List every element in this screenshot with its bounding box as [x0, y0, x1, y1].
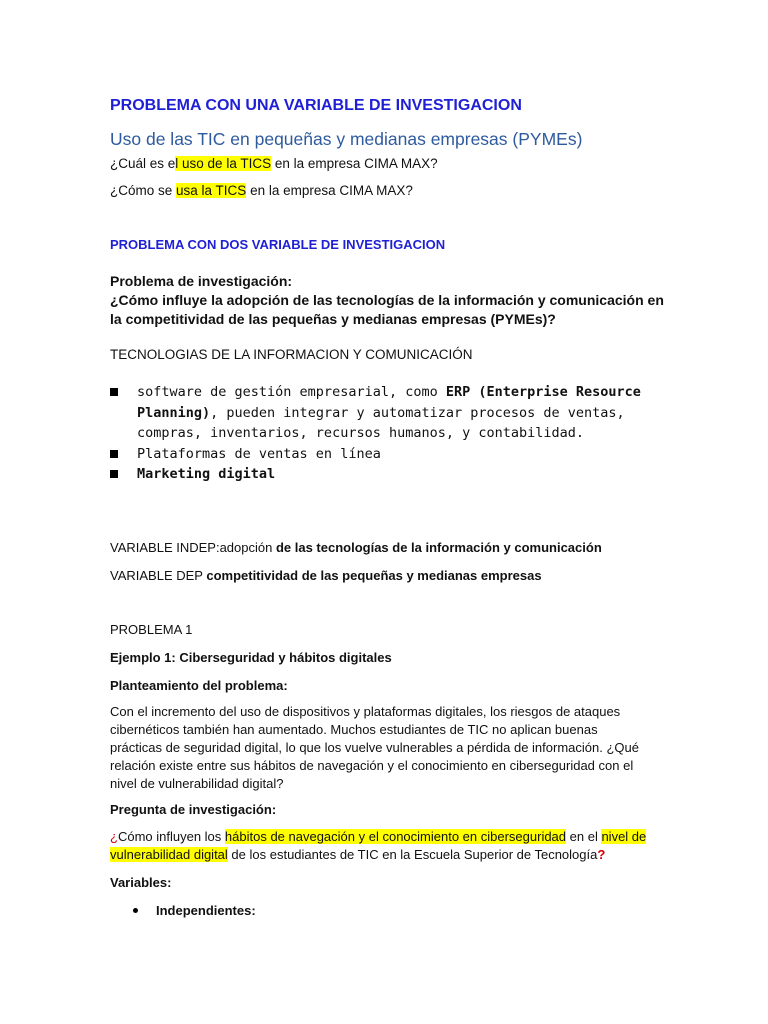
square-bullet-icon: [110, 450, 118, 458]
bullet-item-marketing: [110, 464, 648, 485]
problema-question: ¿Cómo influye la adopción de las tecnologías de la información y comunicación en la competitividad de las pequeñas y medianas empresas (PYMEs)?: [110, 292, 664, 327]
variables-label: Variables:: [110, 875, 172, 890]
subtitle: Uso de las TIC en pequeñas y medianas empresas (PYMEs): [110, 129, 583, 149]
bullet-1-pre: software de gestión empresarial, como: [137, 384, 446, 400]
tic-bullet-list: [110, 382, 648, 485]
question-2: [110, 182, 728, 200]
round-bullet-icon: [133, 908, 138, 913]
question-1: [110, 155, 728, 173]
variable-independiente: [110, 539, 728, 557]
var-dep-value: competitividad de las pequeñas y medianas empresas: [206, 568, 542, 583]
question-1-highlight: l uso de la TICS: [175, 156, 272, 171]
problema-label: Problema de investigación:: [110, 273, 293, 289]
question-2-pre: ¿Cómo se: [110, 183, 177, 198]
var-indep-value: de las tecnologías de la información y comunicación: [275, 540, 602, 555]
heading-two-variables: PROBLEMA CON DOS VARIABLE DE INVESTIGACION: [110, 237, 446, 252]
question-2-highlight: usa la TICS: [176, 183, 247, 198]
pregunta-t2: en el: [566, 829, 602, 844]
bullet-2-text: Plataformas de ventas en línea: [137, 445, 381, 462]
pregunta-label: Pregunta de investigación:: [110, 802, 277, 817]
bullet-item-ventas: [110, 444, 648, 465]
pregunta-t3: de los estudiantes de TIC en la Escuela Superior de Tecnología: [227, 847, 598, 862]
bullet-3-text: Marketing digital: [137, 466, 276, 482]
independientes-label: Independientes:: [156, 903, 256, 918]
variable-dependiente: [110, 567, 728, 585]
planteamiento-label: Planteamiento del problema:: [110, 678, 288, 693]
square-bullet-icon: [110, 470, 118, 478]
question-close-mark: ?: [597, 847, 606, 862]
question-1-pre: ¿Cuál es e: [110, 156, 176, 171]
bullet-1-bold: ERP (Enterprise Resource Planning): [137, 384, 641, 421]
tic-heading: TECNOLOGIAS DE LA INFORMACION Y COMUNICACIÓN: [110, 347, 473, 362]
pregunta-highlight-1: hábitos de navegación y el conocimiento en ciberseguridad: [224, 829, 567, 844]
planteamiento-text: Con el incremento del uso de dispositivos y plataformas digitales, los riesgos de ataques cibernéticos también han aumentado. Muchos estudiantes de TIC no aplican buenas prácticas de seguridad digital, lo que los vuelve vulnerables a pérdida de información. ¿Qué relación existe entre sus hábitos de navegación y el conocimiento en ciberseguridad con el nivel de vulnerabilidad digital?: [110, 704, 639, 791]
problema-1-label: PROBLEMA 1: [110, 622, 193, 637]
pregunta-investigacion: [110, 828, 652, 864]
independientes-item: [110, 902, 728, 920]
pregunta-t1: Cómo influyen los: [117, 829, 225, 844]
question-open-mark: ¿: [110, 829, 118, 844]
square-bullet-icon: [110, 388, 118, 396]
bullet-item-erp: [110, 382, 648, 444]
ejemplo-1-title: Ejemplo 1: Ciberseguridad y hábitos digitales: [110, 650, 392, 665]
heading-one-variable: PROBLEMA CON UNA VARIABLE DE INVESTIGACION: [110, 97, 522, 114]
var-indep-label: VARIABLE INDEP:adopción: [110, 540, 276, 555]
bullet-1-post: , pueden integrar y automatizar procesos de ventas, compras, inventarios, recursos humanos, y contabilidad.: [137, 404, 625, 441]
var-dep-label: VARIABLE DEP: [110, 568, 207, 583]
question-1-post: en la empresa CIMA MAX?: [271, 156, 438, 171]
question-2-post: en la empresa CIMA MAX?: [246, 183, 413, 198]
pregunta-highlight-2: nivel de vulnerabilidad digital: [110, 829, 647, 862]
